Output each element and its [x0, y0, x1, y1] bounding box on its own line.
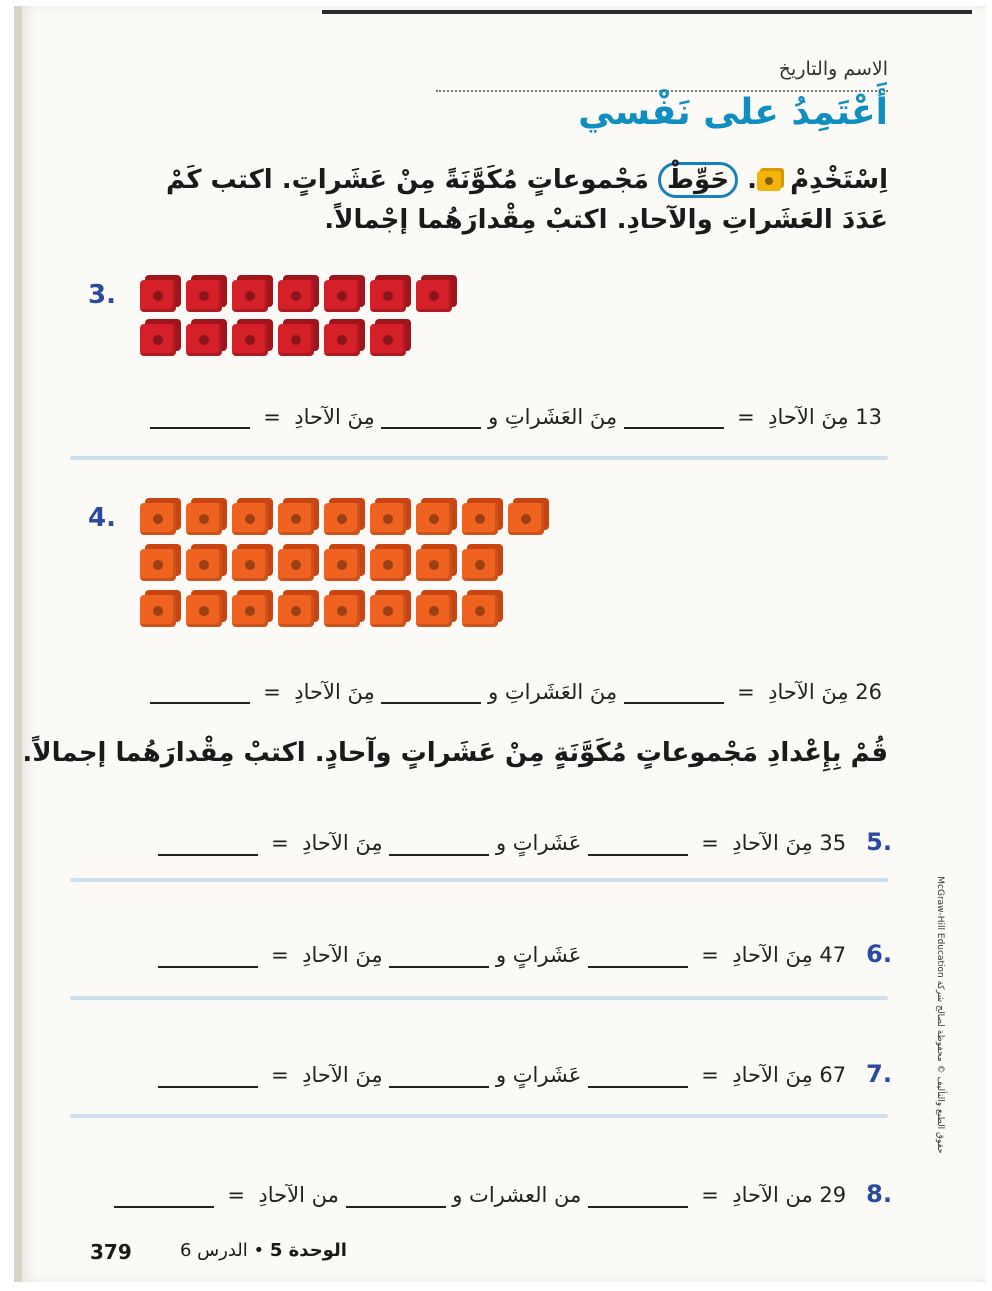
scan-edge — [322, 10, 972, 14]
cube[interactable] — [140, 503, 176, 535]
tens-label: عَشَراتٍ — [512, 943, 582, 967]
ones-label: مِنَ الآحادِ — [768, 405, 849, 429]
separator — [70, 1114, 888, 1118]
separator — [70, 878, 888, 882]
total-blank[interactable] — [158, 944, 258, 968]
sub-instruction: قُمْ بِإِعْدادِ مَجْموعاتٍ مُكَوَّنَةٍ مِنْ عَشَراتٍ وآحادٍ. اكتبْ مِقْدارَهُما إجمالاً. — [22, 738, 888, 768]
separator — [70, 456, 888, 460]
cube-icon — [757, 171, 781, 191]
equation-4 — [150, 680, 882, 704]
equals-sign: = — [263, 680, 281, 704]
cubes-group-3 — [140, 280, 452, 356]
cube[interactable] — [232, 324, 268, 356]
total-value: 26 — [855, 680, 882, 704]
answer-blank[interactable] — [381, 405, 481, 429]
instructions: اِسْتَخْدِمْ . حَوِّطْ مَجْموعاتٍ مُكَوَّنَةً مِنْ عَشَراتٍ. اكتب كَمْ عَدَدَ العَشَراتِ والآحادِ. اكتبْ مِقْدارَهُما إجْمالاً. — [148, 160, 888, 240]
answer-blank[interactable] — [389, 832, 489, 856]
and-label: و — [452, 1183, 463, 1207]
cube[interactable] — [416, 595, 452, 627]
ones-label-2: مِنَ الآحادِ — [294, 680, 375, 704]
equation-6 — [158, 940, 892, 968]
separator — [70, 996, 888, 1000]
cube[interactable] — [416, 503, 452, 535]
equals-sign: = — [271, 943, 289, 967]
page-number: 379 — [90, 1240, 132, 1264]
answer-blank[interactable] — [389, 1064, 489, 1088]
cube[interactable] — [462, 503, 498, 535]
footer-unit-lesson — [180, 1240, 347, 1261]
answer-blank[interactable] — [381, 680, 481, 704]
equals-sign: = — [701, 943, 719, 967]
total-value: 47 — [819, 943, 847, 967]
total-blank[interactable] — [150, 680, 250, 704]
equation-5 — [158, 828, 892, 856]
total-value: 35 — [819, 831, 847, 855]
equals-sign: = — [271, 1063, 289, 1087]
and-label: و — [495, 943, 507, 967]
cube[interactable] — [324, 280, 360, 312]
and-label: و — [495, 1063, 507, 1087]
and-label: و — [488, 680, 499, 704]
cubes-group-4 — [140, 503, 544, 627]
total-blank[interactable] — [114, 1184, 214, 1208]
question-number-3: 3. — [88, 280, 116, 310]
cube[interactable] — [462, 549, 498, 581]
equals-sign: = — [701, 1183, 719, 1207]
footer-bullet: • — [253, 1240, 265, 1261]
cube[interactable] — [324, 549, 360, 581]
equation-3 — [150, 405, 882, 429]
cube[interactable] — [232, 549, 268, 581]
cube[interactable] — [232, 503, 268, 535]
cube[interactable] — [186, 549, 222, 581]
question-number-8: .8 — [866, 1180, 892, 1208]
copyright-text: McGraw-Hill Education حقوق الطبع والتأليف © محفوظة لصالح شركة — [935, 876, 945, 1154]
cube[interactable] — [140, 324, 176, 356]
ones-label-2: مِنَ الآحادِ — [302, 831, 383, 855]
name-date-label: الاسم والتاريخ — [778, 58, 888, 80]
cube[interactable] — [370, 280, 406, 312]
tens-label: من العشرات — [469, 1183, 582, 1207]
answer-blank[interactable] — [588, 1184, 688, 1208]
cubes-row-3b — [140, 324, 452, 356]
cube[interactable] — [278, 324, 314, 356]
cubes-row-4c — [140, 595, 544, 627]
equation-8 — [114, 1180, 892, 1208]
cube[interactable] — [324, 595, 360, 627]
unit-label: الوحدة 5 — [269, 1240, 347, 1261]
ones-label: مِنَ الآحادِ — [732, 1063, 813, 1087]
equals-sign: = — [227, 1183, 246, 1207]
equation-7 — [158, 1060, 892, 1088]
cube[interactable] — [370, 324, 406, 356]
page-title: أَعْتَمِدُ على نَفْسي — [578, 92, 888, 133]
equals-sign: = — [263, 405, 281, 429]
tens-label: عَشَراتٍ — [512, 1063, 582, 1087]
answer-blank[interactable] — [624, 405, 724, 429]
answer-blank[interactable] — [588, 944, 688, 968]
cube[interactable] — [370, 549, 406, 581]
question-number-5: .5 — [866, 828, 892, 856]
total-blank[interactable] — [158, 1064, 258, 1088]
answer-blank[interactable] — [389, 944, 489, 968]
cube[interactable] — [140, 549, 176, 581]
cube[interactable] — [186, 280, 222, 312]
question-number-6: .6 — [866, 940, 892, 968]
cube[interactable] — [462, 595, 498, 627]
total-value: 13 — [855, 405, 882, 429]
cube[interactable] — [140, 280, 176, 312]
cube[interactable] — [370, 595, 406, 627]
answer-blank[interactable] — [588, 1064, 688, 1088]
tens-label: عَشَراتٍ — [512, 831, 582, 855]
and-label: و — [488, 405, 499, 429]
total-blank[interactable] — [150, 405, 250, 429]
answer-blank[interactable] — [588, 832, 688, 856]
cube[interactable] — [370, 503, 406, 535]
question-number-4: 4. — [88, 503, 116, 533]
equals-sign: = — [701, 1063, 719, 1087]
cube[interactable] — [416, 280, 452, 312]
ones-label-2: مِنَ الآحادِ — [302, 1063, 383, 1087]
ones-label: من الآحادِ — [732, 1183, 813, 1207]
cube[interactable] — [324, 503, 360, 535]
instr-part1: اِسْتَخْدِمْ — [790, 165, 888, 195]
cube[interactable] — [186, 324, 222, 356]
cubes-row-4b — [140, 549, 544, 581]
total-blank[interactable] — [158, 832, 258, 856]
instr-part2: مَجْموعاتٍ مُكَوَّنَةً مِنْ عَشَراتٍ. اكتب كَمْ عَدَدَ العَشَراتِ والآحادِ. اكتبْ مِقْدارَهُما إجْمالاً. — [165, 165, 888, 235]
ones-label: مِنَ الآحادِ — [768, 680, 849, 704]
cubes-row-3a — [140, 280, 452, 312]
ones-label-2: مِنَ الآحادِ — [294, 405, 375, 429]
total-value: 67 — [819, 1063, 847, 1087]
equals-sign: = — [701, 831, 719, 855]
cube[interactable] — [508, 503, 544, 535]
cube[interactable] — [278, 503, 314, 535]
and-label: و — [495, 831, 507, 855]
cube[interactable] — [186, 503, 222, 535]
cube[interactable] — [278, 595, 314, 627]
equals-sign: = — [271, 831, 289, 855]
cube[interactable] — [324, 324, 360, 356]
equals-sign: = — [737, 680, 755, 704]
cubes-row-4a — [140, 503, 544, 535]
cube[interactable] — [278, 280, 314, 312]
cube[interactable] — [278, 549, 314, 581]
cube[interactable] — [232, 280, 268, 312]
question-number-7: .7 — [866, 1060, 892, 1088]
tens-label: مِنَ العَشَراتِ — [504, 680, 618, 704]
lesson-label: الدرس 6 — [180, 1240, 248, 1261]
cube[interactable] — [232, 595, 268, 627]
cube[interactable] — [186, 595, 222, 627]
total-value: 29 — [819, 1183, 847, 1207]
ones-label: مِنَ الآحادِ — [732, 831, 813, 855]
ones-label: مِنَ الآحادِ — [732, 943, 813, 967]
answer-blank[interactable] — [624, 680, 724, 704]
ones-label-2: من الآحادِ — [258, 1183, 339, 1207]
cube[interactable] — [140, 595, 176, 627]
equals-sign: = — [737, 405, 755, 429]
circle-word: حَوِّطْ — [658, 162, 738, 198]
tens-label: مِنَ العَشَراتِ — [504, 405, 618, 429]
answer-blank[interactable] — [346, 1184, 446, 1208]
ones-label-2: مِنَ الآحادِ — [302, 943, 383, 967]
cube[interactable] — [416, 549, 452, 581]
copyright-note — [930, 876, 945, 1160]
